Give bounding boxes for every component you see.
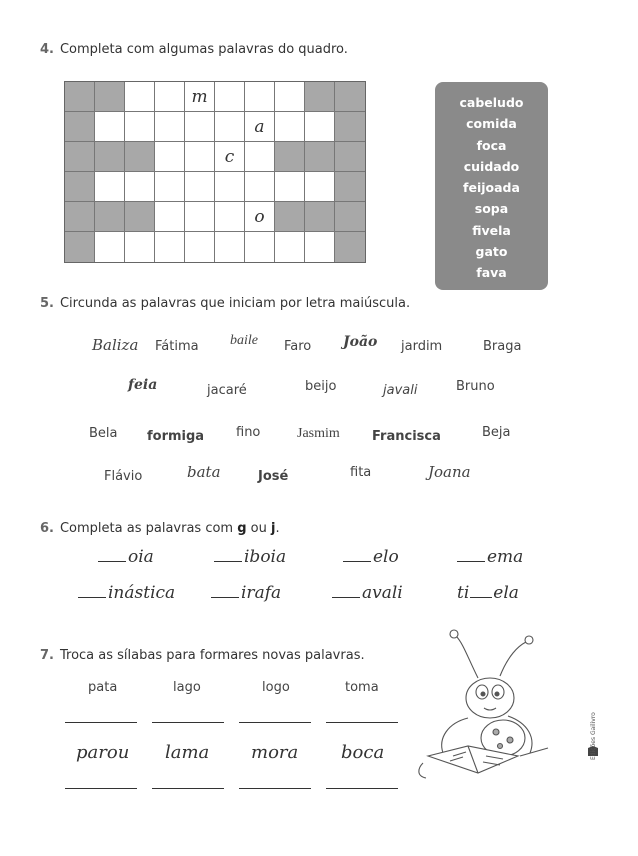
grid-cell[interactable] <box>125 112 155 142</box>
word[interactable]: Faro <box>284 339 312 354</box>
syllable-word: lago <box>173 680 201 695</box>
word[interactable]: fita <box>350 465 372 480</box>
letter-g: g <box>237 521 247 536</box>
grid-cell[interactable]: o <box>245 202 275 232</box>
grid-cell-shaded <box>335 202 365 232</box>
grid-cell[interactable] <box>155 82 185 112</box>
word[interactable]: fino <box>236 425 261 440</box>
grid-cell[interactable] <box>275 82 305 112</box>
grid-cell[interactable] <box>245 142 275 172</box>
answer-line[interactable] <box>152 722 224 723</box>
question-number: 5. <box>40 296 54 311</box>
grid-cell[interactable] <box>215 82 245 112</box>
grid-cell-shaded <box>65 82 95 112</box>
answer-line[interactable] <box>326 788 398 789</box>
grid-cell-shaded <box>95 82 125 112</box>
blank[interactable] <box>470 597 492 598</box>
word-stem: irafa <box>241 583 282 603</box>
grid-cell[interactable] <box>215 232 245 262</box>
publisher-label: Edições Gailivro <box>590 712 597 760</box>
word-stem: elo <box>373 547 399 567</box>
answer-line[interactable] <box>65 722 137 723</box>
grid-cell[interactable] <box>245 232 275 262</box>
word[interactable]: feia <box>128 377 158 393</box>
grid-cell-shaded <box>335 142 365 172</box>
question-number: 7. <box>40 648 54 663</box>
word-box <box>435 82 548 290</box>
child-reading-illustration <box>408 628 558 788</box>
word[interactable]: José <box>258 469 289 484</box>
question-6 <box>40 521 280 536</box>
grid-cell[interactable] <box>305 112 335 142</box>
grid-cell-shaded <box>335 172 365 202</box>
grid-cell[interactable] <box>215 202 245 232</box>
syllable-word: pata <box>88 680 118 695</box>
grid-cell[interactable]: c <box>215 142 245 172</box>
grid-cell-shaded <box>65 142 95 172</box>
word-box-item: cuidado <box>463 158 520 174</box>
word-box-item: fava <box>476 265 507 281</box>
fill-word <box>343 547 399 567</box>
fill-word <box>457 583 519 603</box>
word[interactable]: Braga <box>483 339 522 354</box>
word[interactable]: Jasmim <box>297 426 340 441</box>
grid-cell[interactable] <box>155 172 185 202</box>
fill-word <box>457 547 523 567</box>
word[interactable]: Fátima <box>155 339 199 354</box>
syllable-word-cursive: mora <box>251 742 299 763</box>
word-stem: ela <box>493 583 519 603</box>
grid-cell[interactable] <box>185 202 215 232</box>
word[interactable]: beijo <box>305 379 337 394</box>
question-7 <box>40 648 365 663</box>
syllable-word: logo <box>262 680 290 695</box>
grid-cell-shaded <box>335 112 365 142</box>
word[interactable]: javali <box>383 383 418 398</box>
grid-cell[interactable] <box>155 142 185 172</box>
question-text: Completa com algumas palavras do quadro. <box>59 42 348 57</box>
blank[interactable] <box>343 561 371 562</box>
word-box-item: foca <box>476 137 507 153</box>
grid-cell[interactable] <box>125 82 155 112</box>
word-box-item: cabeludo <box>459 95 524 110</box>
blank[interactable] <box>78 597 106 598</box>
answer-line[interactable] <box>239 788 311 789</box>
word[interactable]: Bela <box>89 426 118 441</box>
question-text: Completa as palavras com <box>59 521 238 536</box>
grid-cell[interactable] <box>95 172 125 202</box>
grid-cell-shaded <box>65 232 95 262</box>
grid-cell[interactable] <box>245 82 275 112</box>
word[interactable]: Joana <box>428 463 471 481</box>
blank[interactable] <box>457 561 485 562</box>
word-stem: oia <box>128 547 154 567</box>
word-stem: ti <box>457 583 470 603</box>
grid-cell[interactable] <box>185 142 215 172</box>
grid-cell-shaded <box>335 82 365 112</box>
grid-cell[interactable] <box>155 112 185 142</box>
word[interactable]: Flávio <box>104 469 143 484</box>
grid-cell-shaded <box>305 142 335 172</box>
answer-line[interactable] <box>326 722 398 723</box>
grid-cell[interactable] <box>155 202 185 232</box>
word-box-item: comida <box>466 116 517 132</box>
grid-cell[interactable] <box>185 232 215 262</box>
fill-word <box>211 583 281 603</box>
blank[interactable] <box>214 561 242 562</box>
grid-cell[interactable] <box>125 232 155 262</box>
answer-line[interactable] <box>239 722 311 723</box>
syllable-word-cursive: lama <box>165 742 210 763</box>
word-stem: avali <box>362 583 403 603</box>
grid-cell[interactable] <box>185 172 215 202</box>
grid-cell[interactable] <box>155 232 185 262</box>
blank[interactable] <box>332 597 360 598</box>
word[interactable]: jacaré <box>207 383 247 398</box>
word[interactable]: Baliza <box>92 336 139 354</box>
question-text-dot: . <box>275 521 280 536</box>
grid-cell-shaded <box>95 202 125 232</box>
word[interactable]: baile <box>230 333 258 348</box>
answer-line[interactable] <box>152 788 224 789</box>
syllable-word: toma <box>345 680 379 695</box>
grid-cell[interactable] <box>125 172 155 202</box>
grid-cell-shaded <box>305 82 335 112</box>
crossword-grid <box>64 81 366 263</box>
fill-word <box>332 583 403 603</box>
grid-cell[interactable] <box>245 172 275 202</box>
word[interactable]: Francisca <box>372 429 441 444</box>
word[interactable]: bata <box>187 463 221 481</box>
grid-cell[interactable] <box>95 232 125 262</box>
word-stem: ema <box>487 547 524 567</box>
word-box-item: feijoada <box>463 180 520 196</box>
question-5 <box>40 296 410 311</box>
word-stem: iboia <box>244 547 287 567</box>
question-text: Troca as sílabas para formares novas palavras. <box>59 648 365 663</box>
grid-cell[interactable] <box>275 172 305 202</box>
letter-j: j <box>271 521 276 536</box>
grid-cell[interactable] <box>95 112 125 142</box>
word[interactable]: Beja <box>482 425 511 440</box>
question-text: Circunda as palavras que iniciam por letra maiúscula. <box>59 296 411 311</box>
grid-cell-shaded <box>305 202 335 232</box>
word-stem: inástica <box>108 583 176 603</box>
syllable-word-cursive: parou <box>76 742 130 763</box>
word[interactable]: Bruno <box>456 379 495 394</box>
question-number: 4. <box>40 42 54 57</box>
grid-cell-shaded <box>125 142 155 172</box>
question-4 <box>40 42 348 57</box>
grid-cell[interactable] <box>275 112 305 142</box>
word-box-item: fivela <box>472 222 511 238</box>
word[interactable]: João <box>343 334 378 350</box>
grid-cell[interactable] <box>275 232 305 262</box>
grid-cell-shaded <box>125 202 155 232</box>
grid-cell[interactable]: m <box>185 82 215 112</box>
grid-cell-shaded <box>275 142 305 172</box>
grid-cell-shaded <box>335 232 365 262</box>
blank[interactable] <box>98 561 126 562</box>
syllable-word-cursive: boca <box>341 742 385 763</box>
blank[interactable] <box>211 597 239 598</box>
grid-cell[interactable] <box>305 172 335 202</box>
grid-cell-shaded <box>65 112 95 142</box>
word-box-item: gato <box>475 244 508 260</box>
grid-cell[interactable] <box>305 232 335 262</box>
question-number: 6. <box>40 521 54 536</box>
grid-cell-shaded <box>65 202 95 232</box>
word[interactable]: formiga <box>147 429 205 444</box>
grid-cell-shaded <box>275 202 305 232</box>
grid-cell[interactable] <box>215 172 245 202</box>
grid-cell[interactable]: a <box>245 112 275 142</box>
word[interactable]: jardim <box>401 339 443 354</box>
grid-cell[interactable] <box>215 112 245 142</box>
answer-line[interactable] <box>65 788 137 789</box>
fill-word <box>98 547 154 567</box>
word-box-item: sopa <box>474 201 509 217</box>
grid-cell[interactable] <box>185 112 215 142</box>
question-text-or: ou <box>246 521 271 536</box>
fill-word <box>78 583 175 603</box>
grid-cell-shaded <box>65 172 95 202</box>
grid-cell-shaded <box>95 142 125 172</box>
fill-word <box>214 547 286 567</box>
